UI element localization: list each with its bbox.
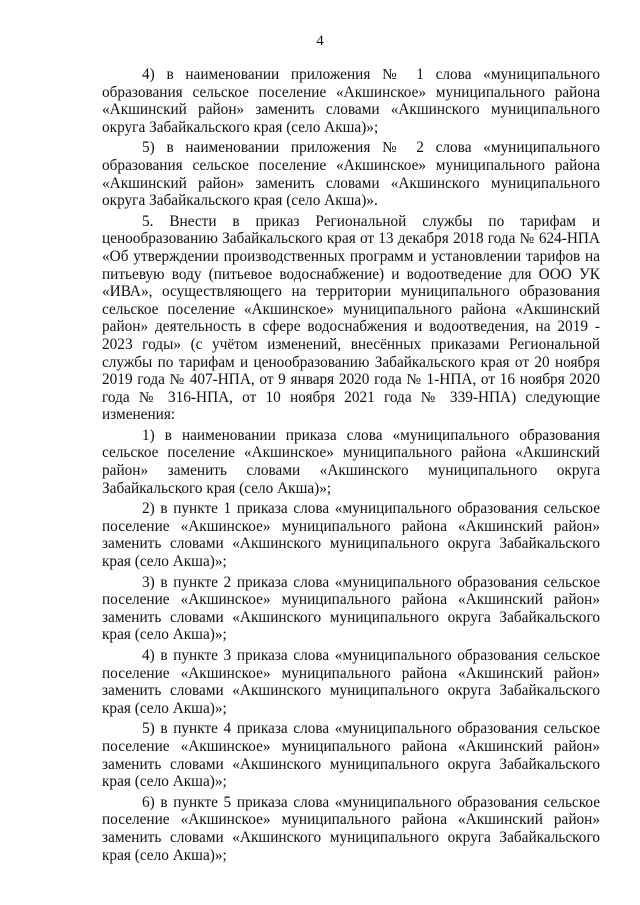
document-body xyxy=(102,66,600,867)
page-number: 4 xyxy=(316,33,324,49)
paragraph-change-2: 2) в пункте 1 приказа слова «муниципального образования сельское поселение «Акшинское» муниципального района «Акшинский район» заменить словами «Акшинского муниципального округа Забайкальского края (село Акша)»; xyxy=(102,500,600,571)
paragraph-change-1: 1) в наименовании приказа слова «муниципального образования сельское поселение «Акшинское» муниципального района «Акшинский район» заменить словами «Акшинского муниципального округа Забайкальского края (село Акша)»; xyxy=(102,426,600,497)
paragraph-amendment-5: 5) в наименовании приложения № 2 слова «муниципального образования сельское поселение «Акшинское» муниципального района «Акшинский район» заменить словами «Акшинского муниципального округа Забайкальского края (село Акша)». xyxy=(102,139,600,210)
paragraph-change-5: 5) в пункте 4 приказа слова «муниципального образования сельское поселение «Акшинское» муниципального района «Акшинский район» заменить словами «Акшинского муниципального округа Забайкальского края (село Акша)»; xyxy=(102,720,600,791)
paragraph-change-4: 4) в пункте 3 приказа слова «муниципального образования сельское поселение «Акшинское» муниципального района «Акшинский район» заменить словами «Акшинского муниципального округа Забайкальского края (село Акша)»; xyxy=(102,647,600,717)
paragraph-change-3: 3) в пункте 2 приказа слова «муниципального образования сельское поселение «Акшинское» муниципального района «Акшинский район» заменить словами «Акшинского муниципального округа Забайкальского края (село Акша)»; xyxy=(102,573,600,644)
paragraph-change-6: 6) в пункте 5 приказа слова «муниципального образования сельское поселение «Акшинское» муниципального района «Акшинский район» заменить словами «Акшинского муниципального округа Забайкальского края (село Акша)»; xyxy=(102,793,600,864)
paragraph-amendment-4: 4) в наименовании приложения № 1 слова «муниципального образования сельское поселение «Акшинское» муниципального района «Акшинский район» заменить словами «Акшинского муниципального округа Забайкальского края (село Акша)»; xyxy=(102,66,600,136)
paragraph-item-5: 5. Внести в приказ Региональной службы по тарифам и ценообразованию Забайкальского края от 13 декабря 2018 года № 624-НПА «Об утверждении производственных программ и установлении тарифов на питьевую воду (питьевое водоснабжение) и водоотведение для ООО УК «ИВА», осуществляющего на территории муниципального образования сельское поселение «Акшинское» муниципального района «Акшинский район» деятельность в сфере водоснабжения и водоотведения, на 2019 - 2023 годы» (с учётом изменений, внесённых приказами Региональной службы по тарифам и ценообразованию Забайкальского края от 20 ноября 2019 года № 407-НПА, от 9 января 2020 года № 1-НПА, от 16 ноября 2020 года № 316-НПА, от 10 ноября 2021 года № 339-НПА) следующие изменения: xyxy=(102,212,600,424)
